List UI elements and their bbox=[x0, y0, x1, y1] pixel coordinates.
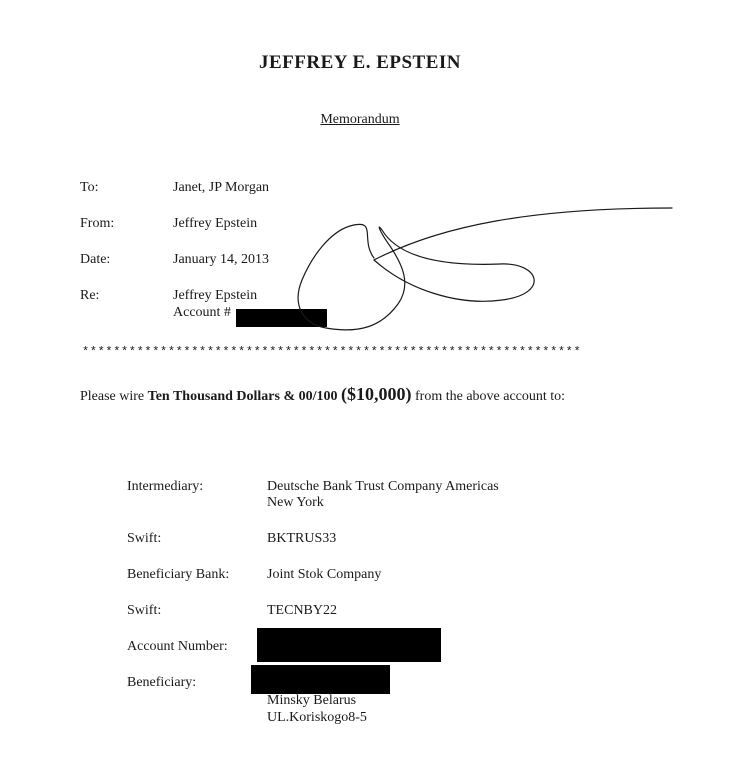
to-value: Janet, JP Morgan bbox=[173, 180, 270, 195]
account-number-label: Account Number: bbox=[127, 639, 228, 654]
document-type: Memorandum bbox=[320, 112, 400, 127]
swift2-label: Swift: bbox=[127, 603, 162, 618]
account-label: Account # bbox=[173, 305, 231, 320]
beneficiary-label: Beneficiary: bbox=[127, 675, 197, 690]
swift2-value: TECNBY22 bbox=[267, 603, 337, 618]
beneficiary-bank-label: Beneficiary Bank: bbox=[127, 567, 230, 582]
redaction-box bbox=[257, 628, 441, 662]
signature-mark bbox=[290, 200, 680, 340]
beneficiary-address-line1: Minsky Belarus bbox=[267, 693, 357, 708]
amount-words: Ten Thousand Dollars & 00/100 bbox=[147, 389, 338, 404]
wire-instruction bbox=[80, 384, 565, 405]
intermediary-value: Deutsche Bank Trust Company Americas bbox=[267, 479, 499, 494]
instruction-prefix: Please wire bbox=[80, 389, 148, 404]
amount-number: ($10,000) bbox=[341, 384, 412, 404]
from-value: Jeffrey Epstein bbox=[173, 216, 258, 231]
date-value: January 14, 2013 bbox=[173, 252, 270, 267]
swift1-label: Swift: bbox=[127, 531, 162, 546]
letterhead-name: JEFFREY E. EPSTEIN bbox=[258, 52, 462, 73]
intermediary-label: Intermediary: bbox=[127, 479, 204, 494]
intermediary-city: New York bbox=[267, 495, 324, 510]
instruction-suffix: from the above account to: bbox=[411, 389, 566, 404]
separator-line: **************************************************************** bbox=[82, 345, 582, 359]
re-value: Jeffrey Epstein bbox=[173, 288, 258, 303]
to-label: To: bbox=[80, 180, 99, 195]
redaction-box bbox=[251, 665, 390, 694]
swift1-value: BKTRUS33 bbox=[267, 531, 337, 546]
from-label: From: bbox=[80, 216, 115, 231]
beneficiary-address-line2: UL.Koriskogo8-5 bbox=[267, 710, 367, 725]
beneficiary-bank-value: Joint Stok Company bbox=[267, 567, 382, 582]
re-label: Re: bbox=[80, 288, 100, 303]
date-label: Date: bbox=[80, 252, 111, 267]
